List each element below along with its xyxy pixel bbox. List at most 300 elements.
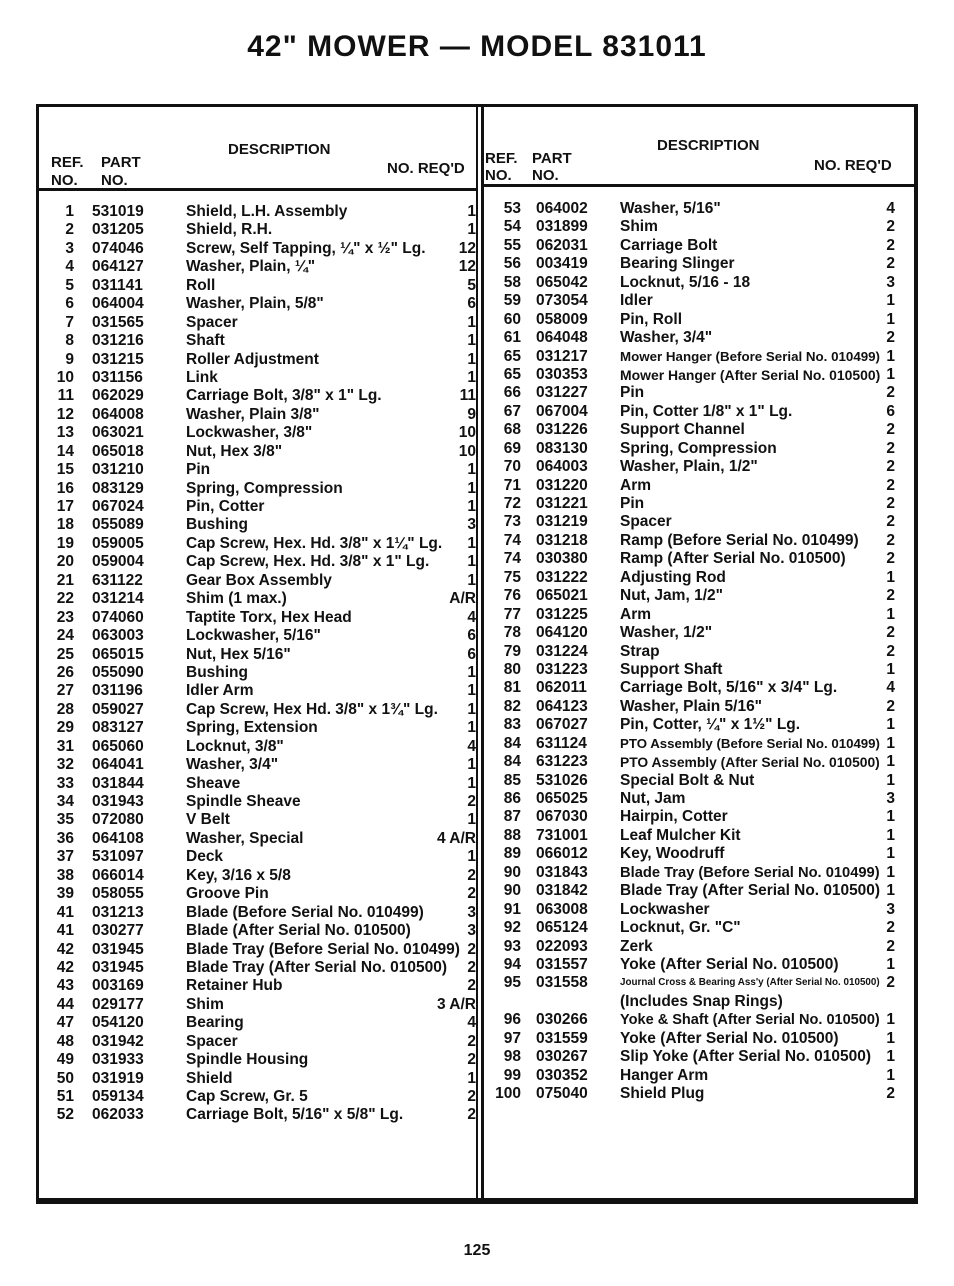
header-rule-right [484, 184, 915, 187]
part-description: Bearing [186, 1014, 244, 1032]
part-description: Support Channel [620, 421, 745, 439]
part-number: 065015 [92, 645, 144, 663]
part-number: 031222 [536, 568, 588, 586]
part-description: Bearing Slinger [620, 255, 735, 273]
table-row [0, 719, 476, 737]
part-description: Mower Hanger (After Serial No. 010500) [620, 366, 881, 383]
part-number: 031156 [92, 368, 143, 386]
table-row [484, 1011, 904, 1029]
part-description: Shield, R.H. [186, 221, 273, 239]
part-number: 067027 [536, 716, 588, 734]
part-number: 031210 [92, 461, 144, 479]
header-no-reqd-right: NO. REQ'D [814, 157, 892, 174]
ref-number: 39 [56, 885, 74, 903]
part-description: Cap Screw, Hex. Hd. 3/8" x 1¼" Lg. [186, 534, 443, 552]
quantity-required: 3 [886, 790, 895, 807]
part-description: Locknut, 5/16 - 18 [620, 273, 751, 291]
part-number: 031196 [92, 682, 143, 700]
ref-number: 67 [503, 402, 521, 420]
table-row [484, 772, 904, 790]
part-number: 031224 [536, 642, 588, 660]
part-number: 083127 [92, 719, 144, 737]
table-row [0, 664, 476, 682]
quantity-required: 1 [886, 568, 895, 586]
quantity-required: 1 [467, 811, 476, 829]
quantity-required: 2 [467, 885, 476, 903]
quantity-required: 2 [886, 513, 895, 531]
ref-number: 83 [503, 716, 521, 734]
table-row [0, 1033, 476, 1051]
part-description: Bushing [186, 516, 248, 534]
ref-number: 48 [56, 1032, 74, 1050]
ref-number: 50 [56, 1069, 74, 1087]
quantity-required: 1 [467, 663, 476, 681]
ref-number: 18 [56, 516, 74, 534]
table-row [484, 513, 904, 531]
part-description: Adjusting Rod [620, 568, 726, 586]
table-row [0, 977, 476, 995]
part-description: Nut, Jam, 1/2" [620, 587, 723, 605]
table-row [484, 274, 904, 292]
table-row [484, 956, 904, 974]
quantity-required: 2 [467, 1088, 476, 1105]
table-row [0, 221, 476, 239]
ref-number: 34 [56, 793, 74, 810]
table-row [0, 203, 476, 221]
part-description: Lockwasher, 5/16" [186, 627, 321, 645]
table-row [484, 1067, 904, 1085]
part-number: 083129 [92, 479, 144, 497]
table-row [0, 461, 476, 479]
part-description: Spacer [620, 513, 672, 531]
table-row [484, 882, 904, 900]
ref-number: 73 [503, 513, 521, 531]
quantity-required: 1 [886, 753, 895, 771]
ref-number: 49 [56, 1051, 74, 1069]
ref-number: 90 [503, 882, 521, 900]
table-row [484, 348, 904, 366]
table-row [0, 1088, 476, 1106]
part-number: 065025 [536, 790, 588, 807]
quantity-required: 2 [467, 793, 476, 810]
header-part: PART [101, 154, 141, 171]
table-row [0, 387, 476, 405]
header-description: DESCRIPTION [228, 141, 331, 158]
ref-number: 71 [503, 476, 521, 494]
table-row [0, 959, 476, 977]
part-number: 065060 [92, 737, 144, 755]
part-number: 031842 [536, 882, 588, 900]
ref-number: 41 [56, 903, 74, 921]
table-row [0, 811, 476, 829]
table-row [484, 735, 904, 753]
quantity-required: 1 [467, 498, 476, 515]
part-number: 059004 [92, 553, 144, 571]
part-number: 031223 [536, 660, 588, 678]
ref-number: 21 [56, 571, 74, 589]
quantity-required: 2 [886, 384, 895, 402]
part-description: Special Bolt & Nut [620, 771, 755, 789]
ref-number: 38 [56, 866, 74, 884]
part-description: Pin [620, 495, 645, 512]
header-ref-right: REF. [485, 150, 518, 167]
part-description: Pin [620, 384, 645, 402]
table-row [0, 646, 476, 664]
quantity-required: 4 [467, 737, 476, 755]
quantity-required: 2 [886, 218, 895, 236]
table-row [0, 627, 476, 645]
table-row [0, 941, 476, 959]
ref-number: 13 [56, 424, 74, 442]
quantity-required: 1 [886, 292, 895, 310]
ref-number: 93 [503, 937, 521, 955]
part-description: Blade Tray (After Serial No. 010500) [186, 958, 448, 976]
part-number: 031559 [536, 1029, 588, 1047]
part-description: Arm [620, 605, 652, 623]
part-number: 066012 [536, 845, 588, 863]
ref-number: 65 [503, 365, 521, 383]
quantity-required: 4 [467, 608, 476, 626]
part-number: 063003 [92, 627, 144, 645]
quantity-required: 1 [886, 808, 895, 826]
quantity-required: 6 [467, 645, 476, 663]
table-row [484, 716, 904, 734]
ref-number: 19 [56, 534, 74, 552]
table-row [0, 830, 476, 848]
ref-number: 70 [503, 458, 521, 476]
part-number: 083130 [536, 439, 588, 457]
ref-number: 17 [56, 498, 74, 515]
quantity-required: 2 [467, 1106, 476, 1124]
table-row [484, 661, 904, 679]
page-title: 42" MOWER — MODEL 831011 [247, 30, 707, 63]
ref-number: 87 [503, 808, 521, 826]
quantity-required: 1 [886, 845, 895, 863]
table-row [0, 553, 476, 571]
ref-number: 14 [56, 442, 74, 460]
header-ref-no-right: NO. [485, 167, 512, 184]
quantity-required: 2 [886, 550, 895, 568]
part-number: 065018 [92, 442, 144, 460]
table-row [484, 237, 904, 255]
quantity-required: 1 [886, 660, 895, 678]
part-description: Ramp (After Serial No. 010500) [620, 550, 846, 568]
part-number: 064127 [92, 258, 144, 276]
page-number: 125 [463, 1242, 491, 1259]
table-row [484, 329, 904, 347]
part-description: Spindle Sheave [186, 793, 301, 810]
quantity-required: 3 [886, 900, 895, 918]
quantity-required: 1 [467, 368, 476, 386]
ref-number: 16 [56, 479, 74, 497]
table-row [484, 624, 904, 642]
part-number: 031216 [92, 332, 144, 350]
table-row [0, 756, 476, 774]
part-description: Yoke (After Serial No. 010500) [620, 1029, 839, 1047]
ref-number: 12 [56, 405, 74, 423]
table-row [484, 495, 904, 513]
part-description: Groove Pin [186, 885, 269, 903]
part-number: 073054 [536, 292, 588, 310]
ref-number: 8 [65, 332, 74, 350]
part-number: 031215 [92, 350, 144, 368]
ref-number: 65 [503, 347, 521, 365]
part-description: Washer, 3/4" [620, 329, 713, 347]
table-row [0, 609, 476, 627]
part-number: 031205 [92, 221, 144, 239]
header-no-reqd: NO. REQ'D [387, 160, 465, 177]
table-row [0, 996, 476, 1014]
header-part-no-right: NO. [532, 167, 559, 184]
part-number: 631122 [92, 571, 143, 589]
ref-number: 7 [65, 313, 74, 331]
table-row [0, 775, 476, 793]
ref-number: 53 [503, 200, 521, 217]
ref-number: 61 [503, 329, 521, 347]
ref-number: 81 [503, 679, 521, 697]
table-row [0, 904, 476, 922]
table-row [0, 314, 476, 332]
part-description: Blade Tray (Before Serial No. 010499) [620, 864, 880, 881]
quantity-required: 1 [467, 203, 476, 220]
part-description: Leaf Mulcher Kit [620, 826, 741, 844]
quantity-required: 4 [886, 679, 895, 697]
part-description: Pin, Roll [620, 310, 682, 328]
quantity-required: 1 [467, 350, 476, 368]
quantity-required: 2 [886, 624, 895, 642]
quantity-required: 1 [886, 771, 895, 789]
quantity-required: A/R [449, 590, 476, 608]
table-row [484, 993, 904, 1011]
table-row [0, 922, 476, 940]
ref-number: 99 [503, 1066, 521, 1084]
part-number: 031558 [536, 974, 588, 992]
quantity-required: 1 [467, 774, 476, 792]
part-description: PTO Assembly (After Serial No. 010500) [620, 754, 880, 771]
ref-number: 79 [503, 642, 521, 660]
ref-number: 52 [56, 1106, 74, 1124]
part-number: 064041 [92, 756, 144, 774]
column-divider [476, 104, 484, 1204]
quantity-required: 2 [886, 421, 895, 439]
table-row [484, 532, 904, 550]
ref-number: 96 [503, 1011, 521, 1029]
ref-number: 75 [503, 568, 521, 586]
table-row [484, 938, 904, 956]
part-description: Locknut, Gr. "C" [620, 919, 741, 937]
table-row [484, 255, 904, 273]
ref-number: 3 [65, 239, 74, 257]
ref-number: 66 [503, 384, 521, 402]
quantity-required: 5 [467, 276, 476, 294]
ref-number: 88 [503, 826, 521, 844]
quantity-required: 1 [467, 332, 476, 350]
quantity-required: 12 [458, 258, 476, 276]
part-number: 031219 [536, 513, 588, 531]
part-description: Shim [186, 995, 224, 1013]
quantity-required: 2 [886, 974, 895, 992]
quantity-required: 1 [467, 571, 476, 589]
part-description: Yoke & Shaft (After Serial No. 010500) [620, 1012, 880, 1029]
ref-number: 36 [56, 829, 74, 847]
part-number: 065124 [536, 919, 588, 937]
ref-number: 56 [503, 255, 521, 273]
quantity-required: 1 [467, 553, 476, 571]
quantity-required: 2 [886, 236, 895, 254]
part-description: Locknut, 3/8" [186, 737, 284, 755]
ref-number: 59 [503, 292, 521, 310]
ref-number: 4 [65, 258, 74, 276]
ref-number: 35 [56, 811, 74, 829]
part-description: Carriage Bolt, 5/16" x 5/8" Lg. [186, 1106, 404, 1124]
part-number: 058009 [536, 310, 588, 328]
ref-number: 26 [56, 663, 74, 681]
part-description: Slip Yoke (After Serial No. 010500) [620, 1048, 871, 1066]
part-number: 030267 [536, 1048, 588, 1066]
part-description: Carriage Bolt, 3/8" x 1" Lg. [186, 387, 382, 405]
part-number: 031943 [92, 793, 144, 810]
table-row [484, 974, 904, 992]
header-part-no: NO. [101, 172, 128, 189]
ref-number: 74 [503, 550, 521, 568]
quantity-required: 1 [467, 756, 476, 774]
ref-number: 98 [503, 1048, 521, 1066]
part-number: 030352 [536, 1066, 588, 1084]
ref-number: 31 [56, 737, 74, 755]
part-description: Shield, L.H. Assembly [186, 203, 348, 220]
ref-number: 43 [56, 977, 74, 995]
part-number: 030380 [536, 550, 588, 568]
table-row [0, 682, 476, 700]
table-row [0, 498, 476, 516]
part-description: Hairpin, Cotter [620, 808, 728, 826]
quantity-required: 9 [467, 405, 476, 423]
part-number: 067024 [92, 498, 144, 515]
ref-number: 91 [503, 900, 521, 918]
part-number: 065021 [536, 587, 588, 605]
quantity-required: 3 A/R [436, 995, 476, 1013]
quantity-required: 1 [886, 826, 895, 844]
part-number: 031844 [92, 774, 144, 792]
part-description: Nut, Hex 5/16" [186, 645, 291, 663]
quantity-required: 2 [886, 1085, 895, 1102]
part-description: Washer, Plain, 5/8" [186, 295, 324, 313]
ref-number: 29 [56, 719, 74, 737]
part-description: Taptite Torx, Hex Head [186, 608, 352, 626]
ref-number: 24 [56, 627, 74, 645]
ref-number: 69 [503, 439, 521, 457]
table-row [484, 587, 904, 605]
part-description: Link [186, 368, 218, 386]
ref-number: 37 [56, 848, 74, 866]
quantity-required: 1 [886, 863, 895, 881]
part-number: 031945 [92, 958, 144, 976]
part-number: 031141 [92, 276, 143, 294]
part-description: Washer, Plain, ¼" [186, 258, 316, 276]
table-row [484, 845, 904, 863]
table-row [484, 1030, 904, 1048]
part-number: 059134 [92, 1088, 144, 1105]
part-description: Shim (1 max.) [186, 590, 287, 608]
quantity-required: 3 [467, 922, 476, 940]
table-row [484, 421, 904, 439]
part-description: Washer, 3/4" [186, 756, 279, 774]
part-description: Key, Woodruff [620, 845, 725, 863]
quantity-required: 1 [467, 479, 476, 497]
ref-number: 55 [503, 236, 521, 254]
table-row [484, 200, 904, 218]
part-number: 059005 [92, 534, 144, 552]
part-number: 062029 [92, 387, 144, 405]
quantity-required: 2 [886, 587, 895, 605]
ref-number: 32 [56, 756, 74, 774]
quantity-required: 4 A/R [436, 829, 476, 847]
part-description: Shim [620, 218, 658, 236]
quantity-required: 10 [458, 424, 476, 442]
part-number: 031218 [536, 531, 588, 549]
quantity-required: 10 [458, 442, 476, 460]
part-description: Cap Screw, Hex Hd. 3/8" x 1¾" Lg. [186, 700, 438, 718]
ref-number: 85 [503, 771, 521, 789]
left-parts-list [0, 203, 476, 1125]
quantity-required: 6 [886, 402, 895, 420]
part-description: Ramp (Before Serial No. 010499) [620, 531, 859, 549]
quantity-required: 1 [886, 347, 895, 365]
quantity-required: 1 [886, 1066, 895, 1084]
part-number: 031213 [92, 903, 144, 921]
ref-number: 72 [503, 495, 521, 512]
part-number: 062011 [536, 679, 587, 697]
ref-number: 77 [503, 605, 521, 623]
quantity-required: 1 [886, 716, 895, 734]
ref-number: 78 [503, 624, 521, 642]
part-number: 064008 [92, 405, 144, 423]
quantity-required: 2 [886, 697, 895, 715]
part-number: 003419 [536, 255, 588, 273]
part-number: 067004 [536, 402, 588, 420]
ref-number: 23 [56, 608, 74, 626]
part-description: Shaft [186, 332, 225, 350]
quantity-required: 2 [886, 255, 895, 273]
quantity-required: 1 [886, 882, 895, 900]
quantity-required: 1 [467, 682, 476, 700]
part-description: Carriage Bolt, 5/16" x 3/4" Lg. [620, 679, 838, 697]
table-row [0, 1106, 476, 1124]
ref-number: 92 [503, 919, 521, 937]
part-description: Blade (Before Serial No. 010499) [186, 903, 424, 921]
part-number: 054120 [92, 1014, 144, 1032]
ref-number: 41 [56, 922, 74, 940]
table-row [0, 535, 476, 553]
part-description: Screw, Self Tapping, ¼" x ½" Lg. [186, 239, 426, 257]
table-row [0, 701, 476, 719]
header-ref-no: NO. [51, 172, 78, 189]
part-description: Roll [186, 276, 216, 294]
quantity-required: 1 [467, 700, 476, 718]
part-number: 055089 [92, 516, 144, 534]
ref-number: 33 [56, 774, 74, 792]
part-number: 031226 [536, 421, 588, 439]
quantity-required: 1 [886, 605, 895, 623]
quantity-required: 6 [467, 295, 476, 313]
quantity-required: 2 [467, 958, 476, 976]
header-part-right: PART [532, 150, 572, 167]
quantity-required: 1 [467, 1069, 476, 1087]
quantity-required: 2 [886, 937, 895, 955]
quantity-required: 1 [467, 313, 476, 331]
part-number: 062033 [92, 1106, 144, 1124]
quantity-required: 1 [886, 1048, 895, 1066]
